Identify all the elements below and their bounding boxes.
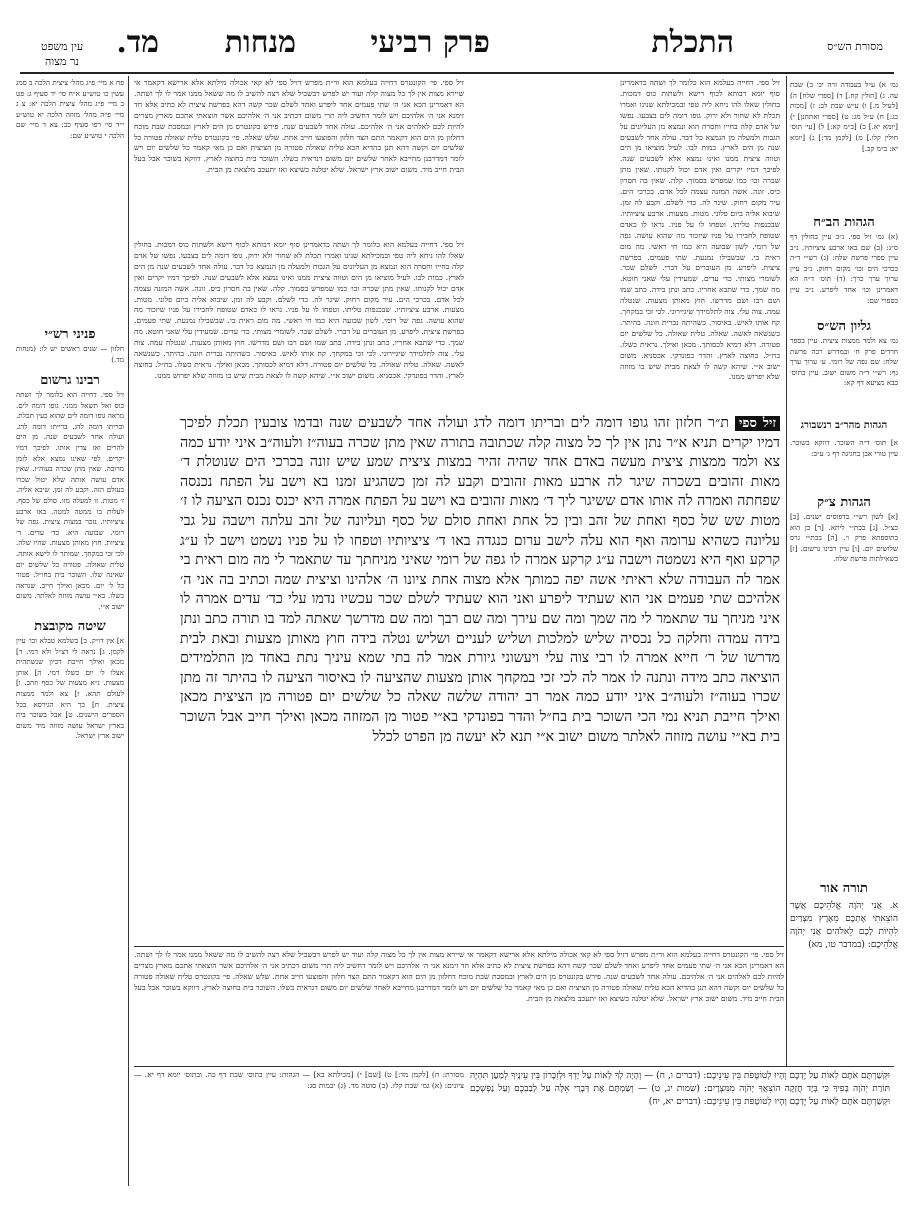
ner-mitzvah-header: נר מצוה xyxy=(45,55,79,68)
chapter-header: פרק רביעי xyxy=(370,25,490,60)
tosafot-commentary: זיל ספי. פי׳ הקונטרס דחייה בעלמא הוא ור״ת מפרש דזיל ספי לא קאי אכולה מילתא אלא ארישא דקאמר אי שיירא מצות אין לך כל מצוה קלה ועוד יש לפרש דבשביל שלא רצה להשיב לו מה ששאל ממנו אמר לו לך ושתה. הא דאמרינן הכא אני ה׳ שתי פעמים אחד ליפרע ואחד לשלם שכר קשה דהא בפרשת ציצית לא כתיב אלא חד זימנא אני ה׳ אלהיכם ויש לומר דחשיב ליה תרי משום דכתיב אני ה׳ אלהיכם אשר הוצאתי אתכם מארץ מצרים להיות לכם לאלהים אני ה׳ אלהיכם. עולה אחד לשבעים שנה. פירש בקונטרס מן הים לארץ ובמסכת שבת מוכח דחלזון מן הים הוא דקאמר התם הצד חלזון והפוצעו חייב אחת. שלש שאלה. פי׳ בקונטרס טלית שאולה פטורה כל שלשים יום וקשה דהא תנן בהדיא הכא טלית שאולה פטורה מן הציצית ואם כן מאי קאמר כל שלשים יום ויש לומר דמדרבנן מחייבא לאחר שלשים יום משום דנראית כשלו. השוכר בית בחוצה לארץ. דווקא בשוכר אבל בעל הבית חייב מיד. משום ישוב ארץ ישראל. שלא יטלנה כשיצא ואז יתעכב מלצאת מן הבית. xyxy=(134,78,464,175)
torah-or-title: תורה אור xyxy=(820,881,868,896)
tractate-ref-header: התכלת xyxy=(651,25,734,60)
penei-rashi-text: חלזון — שנים ראשים יש לו: (מנחות מד.) xyxy=(16,344,124,364)
folio-number: מד. xyxy=(116,25,159,60)
ein-mishpat-notes: פח א מיי׳ פ״ג מהל׳ ציצית הלכה ב סמג עשין כו טוש״ע א״ח סי׳ יד סעיף ג: פט ב מיי׳ פ״ג מהל׳ ציצית הלכה יא: צ ג מיי׳ פ״ה מהל׳ מזוזה הלכה יא טוש״ע י״ד סי׳ רפו סעיף כב: צא ד מיי׳ שם הלכה י טוש״ע שם: xyxy=(16,78,124,140)
main-bottom-rule xyxy=(134,946,784,947)
penei-rashi-title: פניני רש״י xyxy=(44,327,96,342)
footer-torah-verses: וּקְשַׁרְתֶּם אֹתָם לְאוֹת עַל יֶדְכֶם וְהָיוּ לְטוֹטָפֹת בֵּין עֵינֵיכֶם: (דברים ו, ח) — וְהָיָה לְךָ לְאוֹת עַל יָדְךָ וּלְזִכָּרוֹן בֵּין עֵינֶיךָ לְמַעַן תִּהְיֶה תּוֹרַת יְהֹוָה בְּפִיךָ כִּי בְּיָד חֲזָקָה הוֹצִאֲךָ יְהֹוָה מִמִּצְרָיִם: (שמות יג, ט) — וְשַׂמְתֶּם אֶת דְּבָרַי אֵלֶּה עַל לְבַבְכֶם וְעַל נַפְשְׁכֶם וּקְשַׁרְתֶּם אֹתָם לְאוֹת עַל יֶדְכֶם וְהָיוּ לְטוֹטָפֹת בֵּין עֵינֵיכֶם: (דברים יא, יח) xyxy=(470,1071,890,1107)
tractate-header: מנחות xyxy=(224,25,296,60)
gilyon-hashas-title: גליון הש״ס xyxy=(817,319,871,334)
hagahot-bach-text: (א) גמ׳ זיל ספי. נ״ב עיין בחולין דף ס״ג: (ב) שם באו ארבע ציציותיו. נ״ב עיין ספרי פרשת שלח: (ג) רש״י ד״ה בכרכי הים וכו׳ מקום רחוק. נ״ב עיין ערוך ערך כרך: (ד) תוס׳ ד״ה הא דאמרינן וכו׳ אחד ליפרע. נ״ב עיין בספרי שם: xyxy=(790,232,898,305)
header-rule xyxy=(20,72,894,74)
shita-mekubetzet-title: שיטה מקובצת xyxy=(34,619,106,634)
rashbam-title: הגהות מהר״ב רנשבורג xyxy=(800,420,888,431)
tzk-text: [א] לשון רש״י בדפוסים ישנים. [ב] כצ״ל. [ג] בכת״י ליתא. [ד] כן הוא בתוספתא פרק ו׳. [ה] בכת״י גרס שלושים יום. [ו] עיין רבינו גרשום. [ז] בשאילתות פרשת שלח. xyxy=(790,512,898,564)
rabbeinu-gershom-text: זיל ספי. דחייה הוא כלומר לך ושתה כוס ואל תשאל ממני. גופו דומה לים. מראה גופו דומה לים שהוא כעין תכלת. ובריתו דומה לדג. ברייתו דומה לדג. ועולה אחד לשבעים שנה. מן הים להרים ואז צדין אותו. לפיכך דמיו יקרים. לפי שאינו נמצא אלא לזמן מרובה. שאין מתן שכרה בעוה״ז. שאין אדם עושה אותה שלא יטול שכרו בעולם הזה. וקבע לה זמן. שיבא אליה. ז׳ מטות. זו למעלה מזו. סולם של כסף. לעלות בו ממטה למטה. באו ארבע ציציותיו. נזכר במצות ציצית. גפה של רומי. שבועה היא. כד׳ עדים. ד׳ ציציות. חוץ מאותן מצעות. שהיו שלה. לכי זכי במקחך. שמותר לו לישא אותה. טלית שאולה. פטורה כל שלשים יום שאינה שלו. השוכר בית בחו״ל. פטור כל ל׳ יום. מכאן ואילך חייב. שנראה כשלו. בא״י עושה מזוזה לאלתר. משום ישוב א״י. xyxy=(16,390,124,611)
divider-right xyxy=(786,76,787,1066)
gilyon-hashas-text: גמ׳ צא ולמד ממצות ציצית. עיין בספר חרדים פרק ח׳ ובמדרש רבה פרשת שלח: שם גפה של רומי. ע׳ ערוך ערך גף: רש״י ד״ה משום ישוב. עיין בתוס׳ בבא מציעא דף קא: xyxy=(790,336,898,388)
tzk-title: הגהות צ״ק xyxy=(817,495,871,510)
gemara-main-text xyxy=(180,414,780,944)
masoret-hashas-header: מסורת הש״ס xyxy=(827,40,883,53)
torah-or-text: א. אֲנִי יְהֹוָה אֱלֹהֵיכֶם אֲשֶׁר הוֹצֵאתִי אֶתְכֶם מֵאֶרֶץ מִצְרַיִם לִהְיוֹת לָכֶם לֵאלֹהִים אֲנִי יְהֹוָה אֱלֹהֵיכֶם: (במדבר טו, מא) xyxy=(790,901,898,950)
main-commentary-bottom: זיל ספי. פי׳ הקונטרס דחייה בעלמא הוא ור״ת מפרש דזיל ספי לא קאי אכולה מילתא אלא ארישא דקאמר אי שיירא מצות אין לך כל מצוה קלה ועוד יש לפרש דבשביל שלא רצה להשיב לו מה ששאל ממנו אמר לו לך ושתה. הא דאמרינן הכא אני ה׳ שתי פעמים אחד ליפרע ואחד לשלם שכר קשה דהא בפרשת ציצית לא כתיב אלא חד זימנא אני ה׳ אלהיכם ויש לומר דחשיב ליה תרי משום דכתיב אני ה׳ אלהיכם אשר הוצאתי אתכם מארץ מצרים להיות לכם לאלהים אני ה׳ אלהיכם. עולה אחד לשבעים שנה. פירש בקונטרס מן הים לארץ ובמסכת שבת מוכח דחלזון מן הים הוא דקאמר התם הצד חלזון והפוצעו חייב אחת. שלש שאלה. פי׳ בקונטרס טלית שאולה פטורה כל שלשים יום וקשה דהא תנן בהדיא הכא טלית שאולה פטורה מן הציצית ואם כן מאי קאמר כל שלשים יום ויש לומר דמדרבנן מחייבא לאחר שלשים יום משום דנראית כשלו. השוכר בית בחוצה לארץ. דווקא בשוכר אבל בעל הבית חייב מיד. משום ישוב ארץ ישראל. שלא יטלנה כשיצא ואז יתעכב מלצאת מן הבית. xyxy=(134,950,784,1003)
rashi-commentary: זיל ספי. דחייה בעלמא הוא כלומר לך ושתה כדאמרינן סוף יומא רבותא לכוף רישא ולשתות כוס דמכות. בחולין שאלו להו ניחא ליה טפי ובמכילתא שנינו ואמרו תכלת לא שחור ולא ירוק. גופו דומה לים בצבעו. נפשו של אדם קלה בחייו וחסרה הוא ונמצא מן העליונים על הגבות ולמעלה מן הנמצא כל דבר. עולה אחד לשבעים שנה מן הים לארץ. כמות לבו. לעיל מוציאו מן הים וטווה ציצית ממנו ואינו נמצא אלא לשבעים שנה. לפיכך דמיו יקרים ואין אדם יכול לקנותו. שאין מתן שכרה וכו׳ כמו שמפרש בסמוך. קלה. שאין בה חסרון כיס. זונה. אשה המזנה עצמה לכל אדם. בכרכי הים. עיר מקום רחוק. שיגר לה. כדי לשלם. וקבע לה זמן. שיבוא אליה ביום פלוני. מטות. מצעות. ארבע ציציותיו. שבכנפות טליתו. וטפחו לו על פניו. נראו לו כאדם שטופח לחבירו על פניו שיזכור מה שהוא עושה. גפה של רומי. לשון שבועה היא כמו חי ראשי. מה מום ראית בי. שבשבילו נמנעת. שתי פעמים. בפרשת ציצית. ליפרע. מן העוברים על דברי. לשלם שכר. לשומרי מצותי. כד׳ עדים. שמעידין עלי שאני חוטא. מה שמך. כדי שתבא אחריו. כתב ונתן בידה. כתב שמו ושם רבו ושם מדרשו. חוץ מאותן מצעות. שנטלה עמה. צוה עלי. צוה לתלמידך שיגיירוני. לכי זכי במקחך. קח אותו לאיש. באיסור. כשהיתה נכרית וזונה. בהיתר. כשנשאה לאשה. שאלה. טלית שאולה. כל שלשים יום פטורה. דלא דמיא לכסותך. מכאן ואילך. נראית כשלו. בח״ל. בחוצה לארץ. והדר בפונדקי. אכסניא. משום ישוב א״י. שיהא קשה לו לצאת מבית שיש בו מזוזה שלא יפרוש ממנו. xyxy=(620,78,780,382)
rabbeinu-gershom-title: רבינו גרשום xyxy=(40,373,100,388)
ein-mishpat-header: עין משפט xyxy=(40,40,84,53)
footer-rule xyxy=(134,1066,894,1067)
masoret-notes: גמ׳ א) ע״ל בעבודה זרה יב׳ ב) שבת עה. ג) [חולין קח.] ד) [ספרי שלח] ה) [לעיל מ.] ו) ע״ש שבת לב: ז) [מכות כג:] ח) ע״ל מג: ט) [ספרי ואתחנן] י) [יומא יא.] כ) [ב״מ קא:] ל) [עי׳ תוס׳ חולין קלו.] מ) [לקמן מד:] נ) [יומא יא: ב״מ קב.] xyxy=(790,80,898,153)
rashbam-text: א] תוס׳ ד״ה השוכר. דווקא בשוכר. עיין טורי אבן בחגיגה דף ג׳ ע״ב: xyxy=(790,438,898,458)
footer-notes: מסורת: ח) [לקמן מד:] ט) [שם] י) [מכילתא בא] — הגהות: עיין בתוס׳ שבת דף כה. ובתוס׳ יומא דף יא. — ציונים: (א) גמ׳ שבת קלז. (ב) סוטה מד. (ג) יבמות סג: xyxy=(134,1070,464,1090)
tosafot-continued: זיל ספי. דחייה בעלמא הוא כלומר לך ושתה כדאמרינן סוף יומא רבותא לכוף רישא ולשתות כוס דמכות. בחולין שאלו להו ניחא ליה טפי ובמכילתא שנינו ואמרו תכלת לא שחור ולא ירוק. גופו דומה לים בצבעו. נפשו של אדם קלה בחייו וחסרה הוא ונמצא מן העליונים על הגבות ולמעלה מן הנמצא כל דבר. עולה אחד לשבעים שנה מן הים לארץ. כמות לבו. לעיל מוציאו מן הים וטווה ציצית ממנו ואינו נמצא אלא לשבעים שנה. לפיכך דמיו יקרים ואין אדם יכול לקנותו. שאין מתן שכרה וכו׳ כמו שמפרש בסמוך. קלה. שאין בה חסרון כיס. זונה. אשה המזנה עצמה לכל אדם. בכרכי הים. עיר מקום רחוק. שיגר לה. כדי לשלם. וקבע לה זמן. שיבוא אליה ביום פלוני. מטות. מצעות. ארבע ציציותיו. שבכנפות טליתו. וטפחו לו על פניו. נראו לו כאדם שטופח לחבירו על פניו שיזכור מה שהוא עושה. גפה של רומי. לשון שבועה היא כמו חי ראשי. מה מום ראית בי. שבשבילו נמנעת. שתי פעמים. בפרשת ציצית. ליפרע. מן העוברים על דברי. לשלם שכר. לשומרי מצותי. כד׳ עדים. שמעידין עלי שאני חוטא. מה שמך. כדי שתבא אחריו. כתב ונתן בידה. כתב שמו ושם רבו ושם מדרשו. חוץ מאותן מצעות. שנטלה עמה. צוה עלי. צוה לתלמידך שיגיירוני. לכי זכי במקחך. קח אותו לאיש. באיסור. כשהיתה נכרית וזונה. בהיתר. כשנשאה לאשה. שאלה. טלית שאולה. כל שלשים יום פטורה. דלא דמיא לכסותך. מכאן ואילך. נראית כשלו. בח״ל. בחוצה לארץ. והדר בפונדקי. אכסניא. משום ישוב א״י. שיהא קשה לו לצאת מבית שיש בו מזוזה שלא יפרוש ממנו. xyxy=(134,240,464,380)
shita-mekubetzet-text: א] אין דו״ק. ב] בשלמא טבלא וכו׳ עיין לקמן. ג] נראה לי דצ״ל ולא דמי. ד] מכאן ואילך חייבת דכיון שנשתהית אצלו ל׳ יום כשלו דמי. ה] אותן מצעות. נ״א מצעות של כסף וזהב. ו] לעולם תהא. ז] צא ולמד ממצות ציצית. ח] כך היא הגירסא בכל הספרים הישנים. ט] אבל בשוכר בית בארץ ישראל עושה מזוזה מיד משום ישוב ארץ ישראל. xyxy=(16,636,124,741)
hagahot-bach-title: הגהות הב״ח xyxy=(813,215,875,230)
divider-left xyxy=(128,76,129,1186)
gemara-body: ת״ר חלזון זהו גופו דומה לים ובריתו דומה לדג ועולה אחד לשבעים שנה ובדמו צובעין תכלת לפיכך דמיו יקרים תניא א״ר נתן אין לך כל מצוה קלה שכתובה בתורה שאין מתן שכרה בעוה״ז ולעוה״ב איני יודע כמה צא ולמד ממצות ציצית מעשה באדם אחד שהיה זהיר במצות ציצית שמע שיש זונה בכרכי הים שנוטלת ד׳ מאות זהובים בשכרה שיגר לה ארבע מאות זהובים וקבע לה זמן כשהגיע זמנו בא וישב על הפתח נכנסה שפחתה ואמרה לה אותו אדם ששיגר ליך ד׳ מאות זהובים בא וישב על הפתח אמרה היא יכנס נכנס הציעה לו ז׳ מטות שש של כסף ואחת של זהב ובין כל אחת ואחת סולם של כסף ועליונה של זהב עלתה וישבה על גבי עליונה כשהיא ערומה ואף הוא עלה לישב ערום כנגדה באו ד׳ ציציותיו וטפחו לו על פניו נשמט וישב לו ע״ג קרקע ואף היא נשמטה וישבה ע״ג קרקע אמרה לו גפה של רומי שאיני מניחתך עד שתאמר לי מה מום ראית בי אמר לה העבודה שלא ראיתי אשה יפה כמותך אלא מצוה אחת ציונו ה׳ אלהינו וציצית שמה וכתיב בה אני ה׳ אלהיכם שתי פעמים אני הוא שעתיד ליפרע ואני הוא שעתיד לשלם שכר עכשיו נדמו עלי כד׳ עדים אמרה לו איני מניחך עד שתאמר לי מה שמך ומה שם עירך ומה שם רבך ומה שם מדרשך שאתה למד בו תורה כתב ונתן בידה עמדה וחלקה כל נכסיה שליש למלכות ושליש לעניים ושליש נטלה בידה חוץ מאותן מצעות ובאת לבית מדרשו של ר׳ חייא אמרה לו רבי צוה עלי ויעשוני גיורת אמר לה בתי שמא עיניך נתת באחד מן התלמידים הוציאה כתב מידה ונתנה לו אמר לה לכי זכי במקחך אותן מצעות שהציעה לו באיסור הציעה לו בהיתר זה מתן שכרו בעוה״ז ולעוה״ב איני יודע כמה אמר רב יהודה שלשה שאלה כל שלשים יום פטורה מן הציצית מכאן ואילך חייבת תניא נמי הכי השוכר בית בח״ל והדר בפונדקי בא״י פטור מן המזוזה מכאן ואילך חייב אבל השוכר בית בא״י עושה מזוזה לאלתר משום ישוב א״י תנא לא יעשה מן הפרט לכלל xyxy=(180,415,780,745)
opening-word: זיל ספי xyxy=(735,416,780,431)
